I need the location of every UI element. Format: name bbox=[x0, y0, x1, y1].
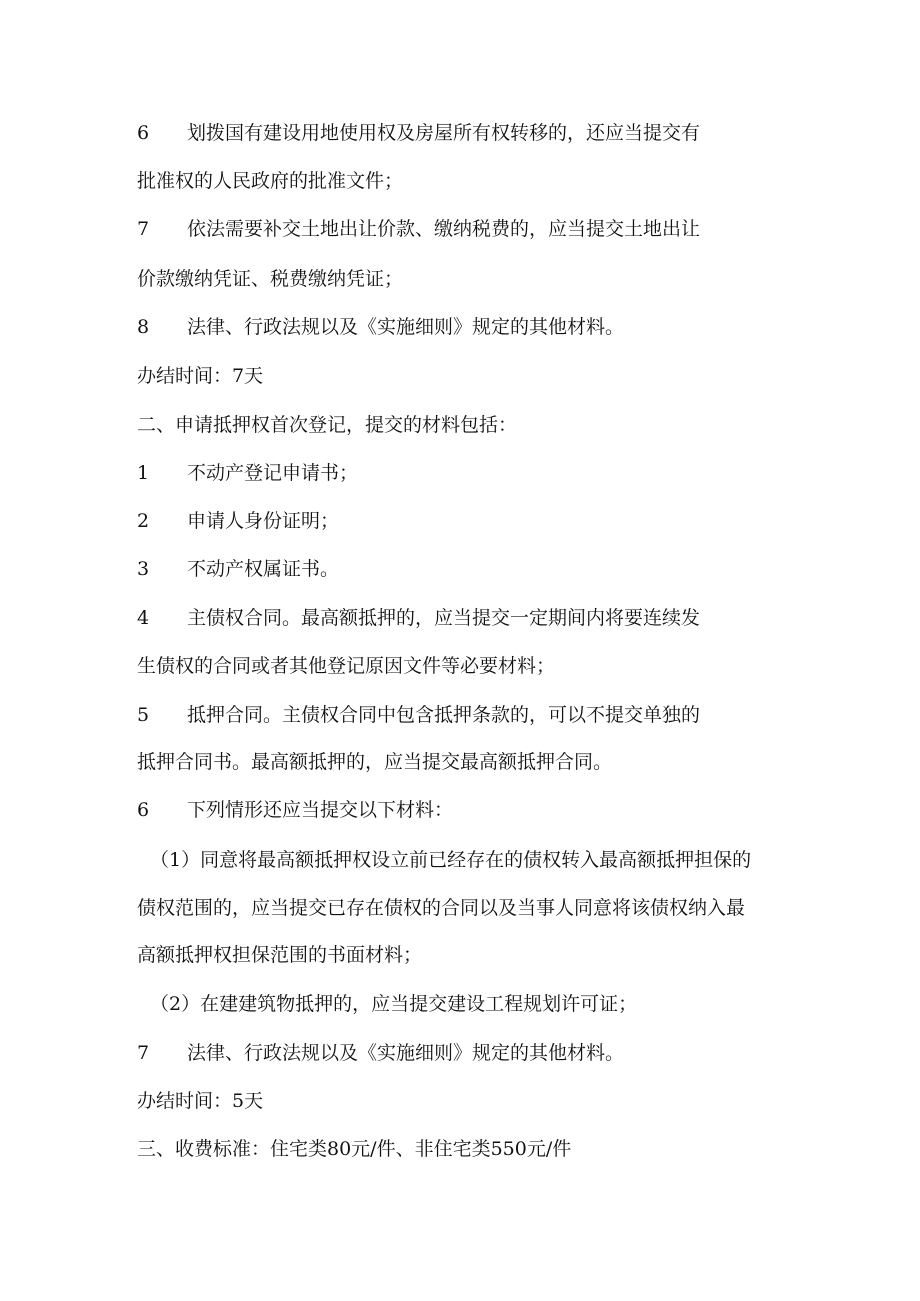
item-text: 申请人身份证明； bbox=[187, 510, 340, 532]
item-text: 下列情形还应当提交以下材料： bbox=[187, 799, 454, 821]
sub-item bbox=[150, 992, 637, 1016]
item-text: 法律、行政法规以及《实施细则》规定的其他材料。 bbox=[187, 1042, 625, 1064]
paragraph-line bbox=[137, 896, 745, 920]
paragraph-line bbox=[137, 943, 422, 967]
item-number: 8 bbox=[137, 316, 150, 338]
item-text: 抵押合同书。最高额抵押的，应当提交最高额抵押合同。 bbox=[137, 751, 613, 773]
paragraph-line bbox=[137, 654, 555, 678]
list-item bbox=[137, 1041, 624, 1065]
processing-time bbox=[137, 1089, 263, 1113]
list-item bbox=[137, 121, 700, 145]
list-item bbox=[137, 557, 339, 581]
list-item bbox=[137, 315, 624, 339]
item-text: 二、申请抵押权首次登记，提交的材料包括： bbox=[137, 414, 518, 436]
list-item bbox=[137, 509, 339, 533]
list-item bbox=[137, 461, 358, 485]
item-number: 4 bbox=[137, 607, 150, 629]
item-text: 办结时间：5天 bbox=[137, 1090, 264, 1112]
paragraph-line bbox=[137, 169, 403, 193]
item-text: 批准权的人民政府的批准文件； bbox=[137, 170, 404, 192]
item-number: 7 bbox=[137, 1042, 150, 1064]
item-text: 办结时间：7天 bbox=[137, 365, 264, 387]
item-number: 5 bbox=[137, 704, 150, 726]
list-item bbox=[137, 703, 700, 727]
item-number: 6 bbox=[137, 799, 150, 821]
sub-item bbox=[150, 848, 751, 872]
list-item bbox=[137, 798, 453, 822]
item-number: 3 bbox=[137, 558, 150, 580]
section-heading bbox=[137, 1137, 571, 1161]
item-text: 抵押合同。主债权合同中包含抵押条款的，可以不提交单独的 bbox=[187, 704, 701, 726]
section-heading bbox=[137, 413, 517, 437]
item-text: 价款缴纳凭证、税费缴纳凭证； bbox=[137, 268, 404, 290]
item-text: 主债权合同。最高额抵押的，应当提交一定期间内将要连续发 bbox=[187, 607, 701, 629]
item-text: （1）同意将最高额抵押权设立前已经存在的债权转入最高额抵押担保的 bbox=[150, 849, 752, 871]
item-text: （2）在建建筑物抵押的，应当提交建设工程规划许可证； bbox=[150, 993, 638, 1015]
item-text: 不动产权属证书。 bbox=[187, 558, 340, 580]
item-text: 法律、行政法规以及《实施细则》规定的其他材料。 bbox=[187, 316, 625, 338]
item-text: 高额抵押权担保范围的书面材料； bbox=[137, 944, 423, 966]
item-text: 生债权的合同或者其他登记原因文件等必要材料； bbox=[137, 655, 556, 677]
paragraph-line bbox=[137, 750, 612, 774]
list-item bbox=[137, 606, 700, 630]
processing-time bbox=[137, 364, 263, 388]
item-number: 7 bbox=[137, 218, 150, 240]
item-text: 三、收费标准：住宅类80元/件、非住宅类550元/件 bbox=[137, 1138, 572, 1160]
item-number: 1 bbox=[137, 462, 150, 484]
paragraph-line bbox=[137, 267, 403, 291]
list-item bbox=[137, 217, 700, 241]
item-number: 6 bbox=[137, 122, 150, 144]
item-text: 依法需要补交土地出让价款、缴纳税费的，应当提交土地出让 bbox=[187, 218, 701, 240]
item-number: 2 bbox=[137, 510, 150, 532]
item-text: 债权范围的，应当提交已存在债权的合同以及当事人同意将该债权纳入最 bbox=[137, 897, 746, 919]
item-text: 划拨国有建设用地使用权及房屋所有权转移的，还应当提交有 bbox=[187, 122, 701, 144]
item-text: 不动产登记申请书； bbox=[187, 462, 359, 484]
